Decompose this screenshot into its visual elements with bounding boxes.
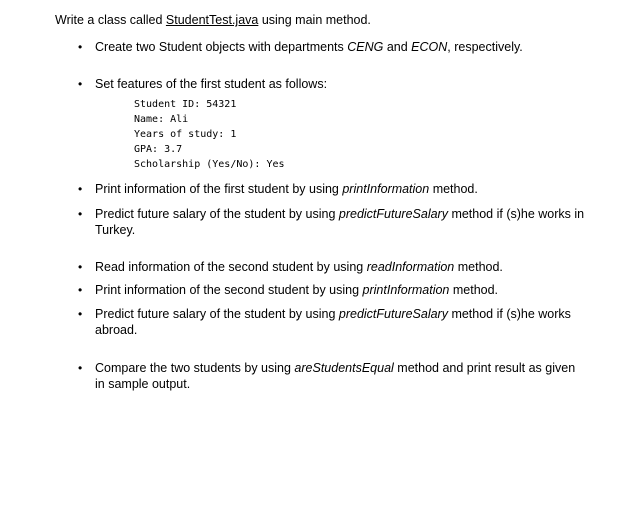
code-line: Student ID: 54321 — [134, 99, 237, 110]
bullet-icon: • — [78, 307, 83, 321]
code-line: GPA: 3.7 — [134, 144, 183, 155]
bullet-icon: • — [78, 283, 83, 297]
list-item-compare: • Compare the two students by using areStudentsEqual method and print result as given in sample output. — [78, 361, 576, 391]
bullet-icon: • — [78, 182, 83, 196]
list-item-print-second: • Print information of the second student by using printInformation method. — [78, 283, 499, 297]
list-item-create-objects: • Create two Student objects with departments CENG and ECON, respectively. — [78, 40, 523, 54]
bullet-icon: • — [78, 40, 83, 54]
bullet-icon: • — [78, 361, 83, 375]
class-name: StudentTest.java — [165, 13, 259, 27]
bullet-icon: • — [78, 260, 83, 274]
bullet-icon: • — [78, 207, 83, 221]
list-item-print-first: • Print information of the first student by using printInformation method. — [78, 182, 478, 196]
bullet-icon: • — [78, 77, 83, 91]
intro-line — [55, 12, 371, 28]
code-line: Scholarship (Yes/No): Yes — [134, 159, 285, 170]
list-item-set-features: • Set features of the first student as follows: — [78, 77, 328, 91]
intro-prefix: Write a class called — [55, 13, 166, 27]
list-item-predict-abroad: • Predict future salary of the student by using predictFutureSalary method if (s)he works abroad. — [78, 307, 571, 337]
code-line: Years of study: 1 — [134, 129, 237, 140]
code-line: Name: Ali — [134, 114, 189, 125]
list-item-read-second: • Read information of the second student by using readInformation method. — [78, 260, 503, 274]
list-item-predict-turkey: • Predict future salary of the student by using predictFutureSalary method if (s)he works in Turkey. — [78, 207, 585, 237]
intro-suffix: using main method. — [258, 13, 371, 27]
student-features-code-block — [134, 97, 285, 172]
